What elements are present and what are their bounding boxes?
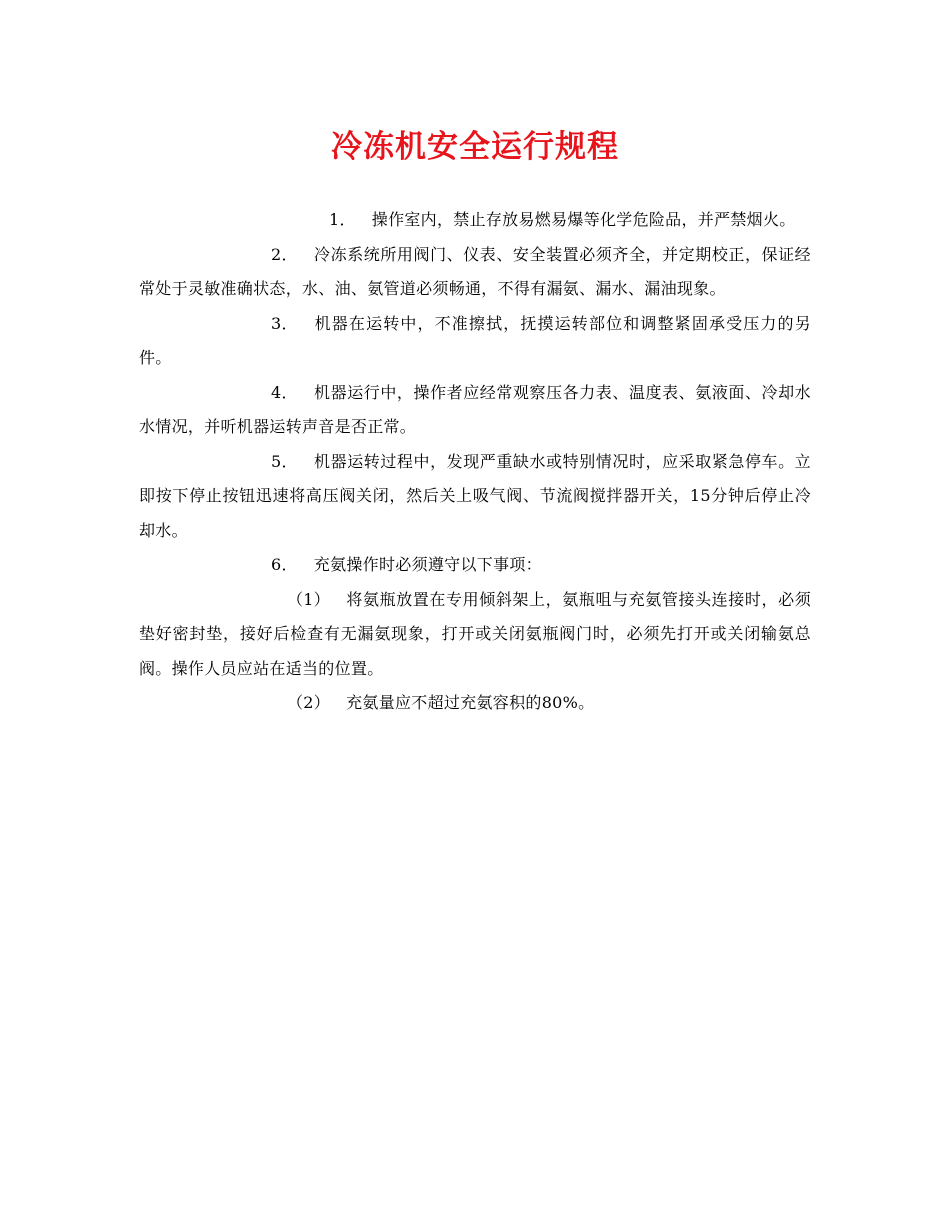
paragraph-number: 6． — [271, 555, 298, 574]
paragraph-4 — [139, 376, 811, 445]
paragraph-2 — [139, 238, 811, 307]
paragraph-number: 2． — [271, 244, 298, 264]
paragraph-number: 1． — [329, 210, 356, 229]
document-body — [139, 203, 811, 721]
paragraph-6-2 — [139, 686, 811, 721]
paragraph-text: 操作室内，禁止存放易燃易爆等化学危险品，并严禁烟火。 — [371, 210, 796, 229]
paragraph-number: 5． — [271, 451, 298, 471]
paragraph-3 — [139, 307, 811, 376]
paragraph-text: 将氨瓶放置在专用倾斜架上，氨瓶咀与充氨管接头连接时，必须垫好密封垫，接好后检查有无漏氨现象，打开或关闭氨瓶阀门时，必须先打开或关闭输氨总阀。操作人员应站在适当的位置。 — [139, 589, 811, 678]
paragraph-number: 3． — [271, 313, 298, 333]
paragraph-text: 机器运行中，操作者应经常观察压各力表、温度表、氨液面、冷却水水情况，并听机器运转声音是否正常。 — [139, 382, 811, 436]
paragraph-5 — [139, 445, 811, 549]
paragraph-text: 充氨操作时必须遵守以下事项： — [313, 555, 542, 574]
paragraph-text: 充氨量应不超过充氨容积的80%。 — [346, 693, 595, 712]
paragraph-1 — [139, 203, 811, 238]
paragraph-6 — [139, 548, 811, 583]
paragraph-text: 机器运转过程中，发现严重缺水或特别情况时，应采取紧急停车。立即按下停止按钮迅速将高压阀关闭，然后关上吸气阀、节流阀搅拌器开关，15分钟后停止冷却水。 — [139, 451, 811, 540]
paragraph-text: 机器在运转中，不准擦拭，抚摸运转部位和调整紧固承受压力的另件。 — [139, 313, 811, 367]
paragraph-number: （2） — [287, 693, 331, 712]
paragraph-number: （1） — [287, 589, 331, 609]
paragraph-number: 4． — [271, 382, 298, 402]
paragraph-text: 冷冻系统所用阀门、仪表、安全装置必须齐全，并定期校正，保证经常处于灵敏准确状态，水、油、氨管道必须畅通，不得有漏氨、漏水、漏油现象。 — [139, 244, 811, 298]
document-title: 冷冻机安全运行规程 — [331, 129, 619, 165]
paragraph-6-1 — [139, 583, 811, 687]
